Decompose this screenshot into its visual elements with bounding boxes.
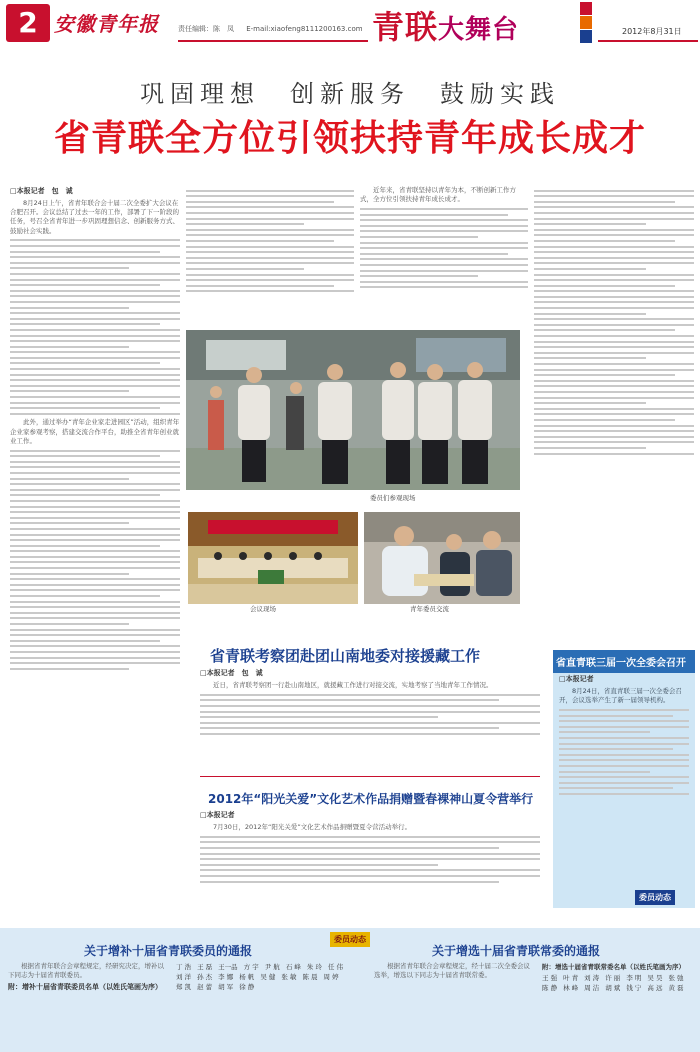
bottom-left-names [176, 962, 360, 1048]
article2-byline: □本报记者 包 诚 [200, 669, 263, 677]
photo-site-visit [186, 330, 520, 490]
headline-kicker: 巩固理想 创新服务 鼓励实践 [140, 80, 560, 108]
bottom-right-notice [374, 962, 534, 1048]
bottom-notices [0, 928, 700, 1052]
name-entry: 方 宇 [243, 963, 259, 971]
name-entry: 周 婷 [323, 973, 339, 981]
section-title-main: 青联 [372, 8, 439, 46]
main-article-para-3: 近年来，省青联坚持以青年为本，不断创新工作方式，全方位引领扶持青年成长成才。 [360, 186, 516, 204]
bottom-left-title: 关于增补十届省青联委员的通报 [84, 944, 253, 958]
side-news-byline: □本报记者 [559, 675, 594, 683]
section-mark-icon [580, 2, 592, 42]
name-entry: 刘 洋 [176, 973, 192, 981]
side-news-tag: 委员动态 [635, 890, 675, 905]
article2-text: 近日，省青联考察团一行赴山南地区，就援藏工作进行对接交流，实地考察了当地青年工作情况。 [213, 681, 493, 689]
article3-text: 7月30日，2012年“阳光关爱”文化艺术作品捐赠暨夏令营活动举行。 [213, 823, 412, 831]
name-entry: 王 强 [542, 974, 558, 982]
name-entry: 吴 昊 [647, 974, 663, 982]
article2-title: 省青联考察团赴团山南地委对接援藏工作 [210, 647, 481, 665]
bottom-left-list-title: 附：增补十届省青联委员名单（以姓氏笔画为序） [8, 983, 162, 992]
photo-meeting [188, 512, 358, 604]
masthead [0, 0, 700, 60]
name-entry: 张 弛 [668, 974, 684, 982]
bottom-right-title: 关于增选十届省青联常委的通报 [432, 944, 601, 958]
editor-info [178, 24, 373, 34]
name-entry: 黄 磊 [668, 984, 684, 992]
article-divider [200, 776, 540, 777]
bottom-middle-tag: 委员动态 [330, 932, 370, 947]
main-article-column-3 [360, 186, 528, 326]
main-article-column-1 [10, 186, 180, 926]
name-entry: 林 峰 [563, 984, 579, 992]
bottom-left-text: 根据省青年联合会章程规定，经研究决定，增补以下同志为十届省青联委员。 [8, 962, 164, 980]
name-entry: 吴 健 [260, 973, 276, 981]
main-headline: 省青联全方位引领扶持青年成长成才 [53, 118, 646, 159]
name-entry: 尹 航 [264, 963, 280, 971]
name-entry: 石 峰 [285, 963, 301, 971]
article3-title: 2012年“阳光关爱”文化艺术作品捐赠暨春裸神山夏令营举行 [208, 792, 534, 806]
newspaper-logo: 安徽青年报 [54, 12, 159, 36]
article3-byline: □本报记者 [200, 811, 235, 819]
name-entry: 李 娜 [218, 973, 234, 981]
bottom-right-text: 根据省青年联合会章程规定，经十届二次全委会议选举，增选以下同志为十届省青联常委。 [374, 962, 530, 980]
editor-email: E-mail:xiaofeng8111200163.com [246, 25, 363, 33]
side-news-body [559, 674, 689, 894]
main-article-para-2: 此外，通过举办“青年企业家走进园区”活动，组织青年企业家参观考察，搭建交流合作平台，助推全省青年创业就业工作。 [10, 418, 180, 445]
name-entry: 胡 斌 [605, 984, 621, 992]
photo-caption-left: 会议现场 [250, 605, 276, 613]
masthead-rule-left [178, 40, 368, 42]
side-news-text: 8月24日，省直青联三届一次全委会召开，会议选举产生了新一届领导机构。 [559, 687, 682, 705]
photo-discussion [364, 512, 520, 604]
name-entry: 李 明 [626, 974, 642, 982]
name-entry: 任 伟 [327, 963, 344, 971]
name-entry: 陈 静 [542, 984, 558, 992]
main-article-column-2 [186, 186, 354, 326]
name-entry: 杨 帆 [239, 973, 255, 981]
photo-caption-right: 青年委员交流 [410, 605, 449, 613]
bottom-right-names [542, 962, 692, 1048]
name-entry: 张 敏 [281, 973, 297, 981]
name-entry: 郑 凯 [176, 983, 192, 991]
name-entry: 徐 静 [239, 983, 255, 991]
name-entry: 胡 军 [218, 983, 234, 991]
name-entry: 高 远 [647, 984, 663, 992]
section-title [372, 2, 519, 48]
name-entry: 叶 青 [563, 974, 579, 982]
main-article-column-4 [534, 186, 694, 606]
side-news-box [553, 650, 695, 908]
name-entry: 陈 晨 [302, 973, 318, 981]
bottom-right-list-title: 附：增选十届省青联常委名单（以姓氏笔画为序） [542, 963, 685, 971]
article3-body [200, 810, 540, 920]
issue-date: 2012年8月31日 [622, 27, 682, 36]
name-entry: 许 丽 [605, 974, 621, 982]
name-entry: 王 磊 [197, 963, 213, 971]
name-entry: 丁 浩 [176, 963, 192, 971]
page-number: 2 [6, 4, 50, 42]
main-article-para-1: 8月24日上午，省青年联合会十届二次全委扩大会议在合肥召开。会议总结了过去一年的工作，部署了下一阶段的任务，号召全省青年进一步巩固理想信念、创新服务方式、鼓励社会实践。 [10, 199, 179, 235]
article2-body [200, 668, 540, 758]
name-entry: 王一品 [218, 963, 238, 971]
photo-caption-top: 委员们参观现场 [370, 494, 416, 502]
bottom-left-notice [8, 962, 168, 1048]
name-entry: 钱 宁 [626, 984, 642, 992]
editor-name: 责任编辑：陈 凤 [178, 25, 234, 33]
main-article-byline: □本报记者 包 诚 [10, 187, 73, 195]
name-entry: 周 洁 [584, 984, 600, 992]
side-news-title: 省直青联三届一次全委会召开 [553, 650, 695, 673]
masthead-rule-right [598, 40, 698, 42]
name-entry: 赵 蕾 [197, 983, 213, 991]
name-entry: 刘 涛 [584, 974, 600, 982]
section-title-sub: 大舞台 [438, 15, 520, 45]
name-entry: 朱 玲 [306, 963, 322, 971]
name-entry: 孙 杰 [197, 973, 213, 981]
